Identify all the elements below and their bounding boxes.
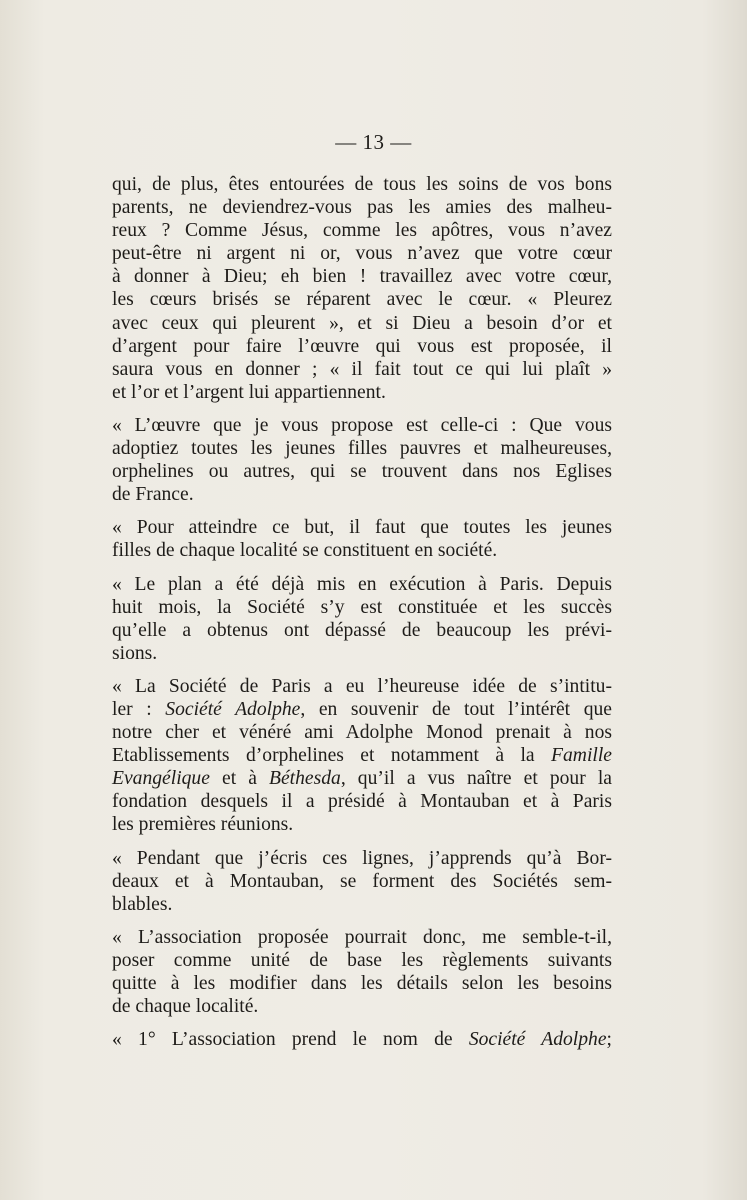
text-line: orphelines ou autres, qui se trouvent dans nos Eglises bbox=[112, 461, 612, 483]
text-line: « Le plan a été déjà mis en exécution à Paris. Depuis bbox=[112, 573, 612, 595]
text-line: reux ? Comme Jésus, comme les apôtres, vous n’avez bbox=[112, 220, 612, 242]
paragraph-8 bbox=[112, 1028, 612, 1051]
text-line: de chaque localité. bbox=[112, 996, 259, 1018]
text-line: « L’association proposée pourrait donc, me semble-t-il, bbox=[112, 926, 612, 948]
paragraph-5 bbox=[112, 675, 612, 837]
text-line: adoptiez toutes les jeunes filles pauvres et malheureuses, bbox=[112, 438, 612, 460]
paragraph-6 bbox=[112, 847, 612, 916]
text-line: blables. bbox=[112, 893, 173, 915]
page-number: — 13 — bbox=[335, 130, 412, 154]
text-line: deaux et à Montauban, se forment des Sociétés sem- bbox=[112, 870, 612, 892]
text-line: les cœurs brisés se réparent avec le cœur. « Pleurez bbox=[112, 289, 612, 311]
paragraph-2 bbox=[112, 414, 612, 506]
text-line: les premières réunions. bbox=[112, 814, 294, 836]
text-line: « L’œuvre que je vous propose est celle-ci : Que vous bbox=[112, 414, 612, 436]
text-line: « Pendant que j’écris ces lignes, j’apprends qu’à Bor- bbox=[112, 847, 612, 869]
body-text bbox=[112, 173, 612, 1051]
paragraph-1 bbox=[112, 173, 612, 404]
text-line: Evangélique et à Béthesda, qu’il a vus naître et pour la bbox=[112, 768, 612, 790]
text-line: qui, de plus, êtes entourées de tous les soins de vos bons bbox=[112, 174, 612, 195]
text-line: notre cher et vénéré ami Adolphe Monod prenait à nos bbox=[112, 722, 612, 744]
text-line: quitte à les modifier dans les détails selon les besoins bbox=[112, 973, 612, 994]
text-line: saura vous en donner ; « il fait tout ce qui lui plaît » bbox=[112, 358, 612, 380]
text-line: et l’or et l’argent lui appartiennent. bbox=[112, 381, 386, 403]
paragraph-3 bbox=[112, 516, 612, 562]
text-line: avec ceux qui pleurent », et si Dieu a besoin d’or et bbox=[112, 312, 612, 334]
text-line: ler : Société Adolphe, en souvenir de tout l’intérêt que bbox=[112, 698, 612, 720]
paragraph-4 bbox=[112, 573, 612, 665]
text-line: « La Société de Paris a eu l’heureuse idée de s’intitu- bbox=[112, 675, 612, 697]
text-line: filles de chaque localité se constituent en société. bbox=[112, 540, 498, 562]
text-line: peut-être ni argent ni or, vous n’avez que votre cœur bbox=[112, 243, 612, 265]
text-line: parents, ne deviendrez-vous pas les amies des malheu- bbox=[112, 197, 612, 219]
text-line: poser comme unité de base les règlements suivants bbox=[112, 949, 612, 971]
paragraph-7 bbox=[112, 926, 612, 1018]
text-line: qu’elle a obtenus ont dépassé de beaucoup les prévi- bbox=[112, 619, 612, 641]
text-line: Etablissements d’orphelines et notamment à la Famille bbox=[112, 745, 612, 767]
text-line: fondation desquels il a présidé à Montauban et à Paris bbox=[112, 791, 612, 813]
text-line: de France. bbox=[112, 484, 194, 506]
text-line: « 1° L’association prend le nom de Société Adolphe; bbox=[112, 1029, 612, 1051]
text-line: huit mois, la Société s’y est constituée et les succès bbox=[112, 596, 612, 618]
text-line: « Pour atteindre ce but, il faut que toutes les jeunes bbox=[112, 517, 612, 539]
text-line: d’argent pour faire l’œuvre qui vous est proposée, il bbox=[112, 335, 612, 357]
text-line: sions. bbox=[112, 642, 158, 664]
text-line: à donner à Dieu; eh bien ! travaillez avec votre cœur, bbox=[112, 266, 612, 288]
